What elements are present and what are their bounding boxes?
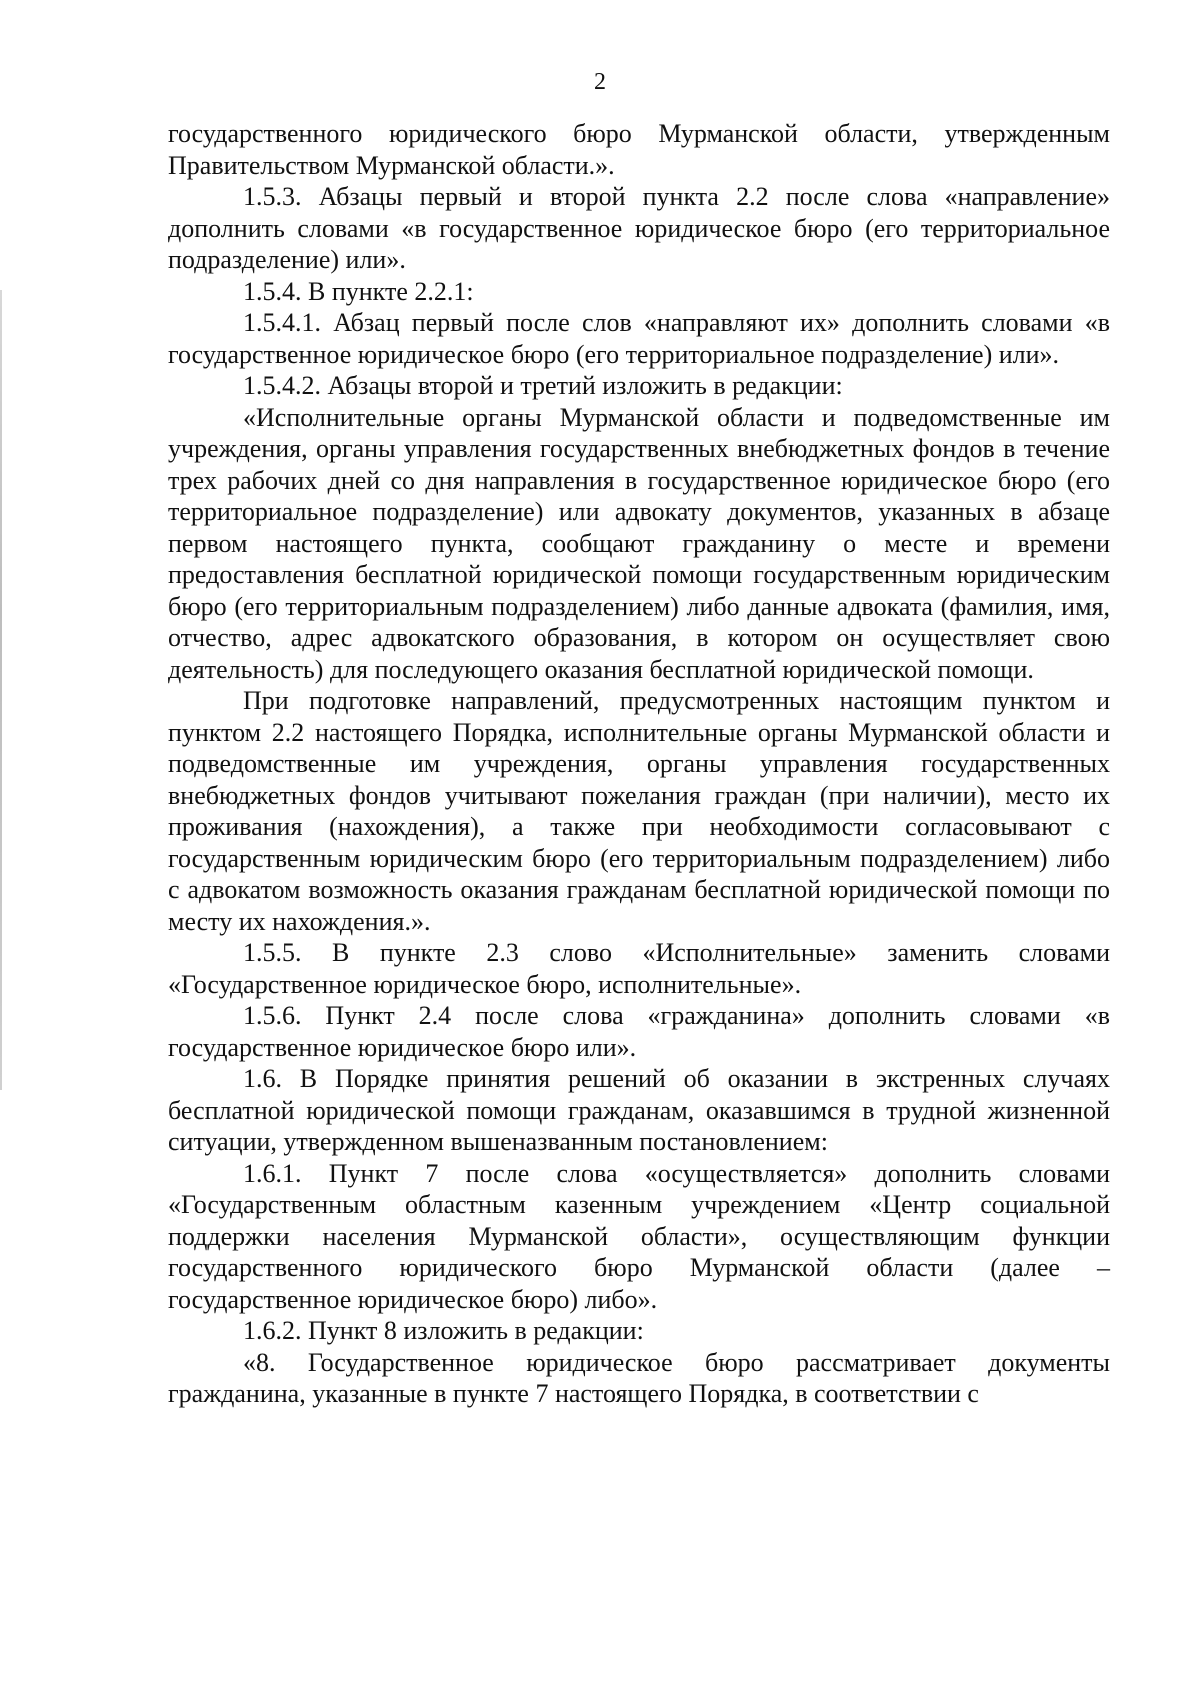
document-body [168,118,1110,1410]
paragraph: 1.5.4. В пункте 2.2.1: [243,276,474,306]
paragraph: 1.5.3. Абзацы первый и второй пункта 2.2 после слова «направление» дополнить словами «в государственное юридическое бюро (его территориальное подразделение) или». [168,182,1110,274]
paragraph: 1.6. В Порядке принятия решений об оказании в экстренных случаях бесплатной юридической помощи гражданам, оказавшимся в трудной жизненной ситуации, утвержденном вышеназванным постановлением: [168,1064,1110,1156]
paragraph: 1.6.2. Пункт 8 изложить в редакции: [243,1316,644,1345]
page-number: 2 [594,69,606,95]
paragraph: государственного юридического бюро Мурманской области, утвержденным Правительством Мурманской области.». [168,119,1110,180]
paragraph: «8. Государственное юридическое бюро рассматривает документы гражданина, указанные в пункте 7 настоящего Порядка, в соответствии с [168,1347,1110,1408]
scan-edge-line [0,290,2,1090]
paragraph: 1.5.4.1. Абзац первый после слов «направляют их» дополнить словами «в государственное юридическое бюро (его территориальное подразделение) или». [168,308,1110,369]
paragraph: При подготовке направлений, предусмотренных настоящим пунктом и пунктом 2.2 настоящего Порядка, исполнительные органы Мурманской области и подведомственные им учреждения, органы управления государственных внебюджетных фондов учитывают пожелания граждан (при наличии), место их проживания (нахождения), а также при необходимости согласовывают с государственным юридическим бюро (его территориальным подразделением) либо с адвокатом возможность оказания гражданам бесплатной юридической помощи по месту их нахождения.». [168,686,1110,936]
paragraph: 1.5.5. В пункте 2.3 слово «Исполнительные» заменить словами «Государственное юридическое бюро, исполнительные». [168,938,1110,999]
paragraph: «Исполнительные органы Мурманской области и подведомственные им учреждения, органы управления государственных внебюджетных фондов в течение трех рабочих дней со дня направления в государственное юридическое бюро (его территориальное подразделение) или адвокату документов, указанных в абзаце первом настоящего пункта, сообщают гражданину о месте и времени предоставления бесплатной юридической помощи государственным юридическим бюро (его территориальным подразделением) либо данные адвоката (фамилия, имя, отчество, адрес адвокатского образования, в котором он осуществляет свою деятельность) для последующего оказания бесплатной юридической помощи. [168,402,1110,684]
paragraph: 1.6.1. Пункт 7 после слова «осуществляется» дополнить словами «Государственным областным казенным учреждением «Центр социальной поддержки населения Мурманской области», осуществляющим функции государственного юридического бюро Мурманской области (далее – государственное юридическое бюро) либо». [168,1158,1110,1314]
paragraph: 1.5.4.2. Абзацы второй и третий изложить в редакции: [243,371,843,400]
paragraph: 1.5.6. Пункт 2.4 после слова «гражданина» дополнить словами «в государственное юридическое бюро или». [168,1001,1110,1062]
